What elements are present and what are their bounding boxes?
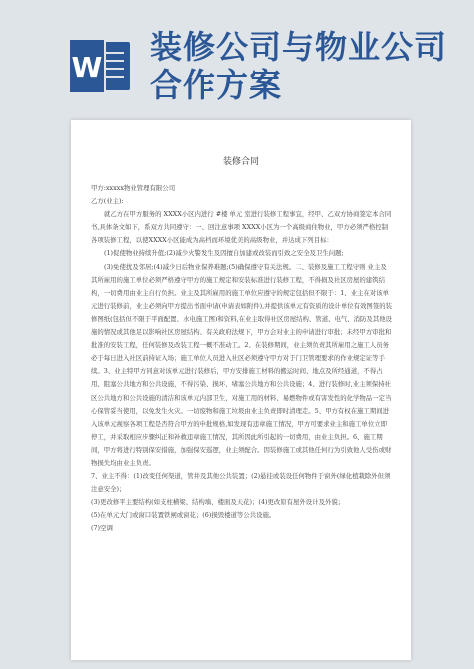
contract-paragraph: (3)免使扰及邻居;(4)减少日后物业保养难题;(5)确保遵守有关法规。二、装修及施工工程守则 业主及其所雇用的施工单位必须严格遵守甲方的施工规定和安装标准进行装修工程，不得损及社区房屋的建筑结构，一切费用由业主自行负担。业主及其所雇用的施工单位应遵守的规定包括但不限于：1、业主在对该单元进行装修前，业主必须向甲方提出书面申请(申请表如附件),并提供该单元有资质的设计单位有效图签的装修图纸(包括但不限于平面配置、水电施工图)和资料,在业主取得社区房屋结构、管道、电气、消防及其他设施的情况或其他足以影响社区房屋结构、有关政府法规下，甲方会对业主的申请进行审批；未经甲方审批和批准的安装工程，任何装修及改装工程一概不准动工。2、在装修期间，业主须负责其所雇用之施工人员务必于每日进入社区前持证入场；施工单位人员进入社区必须遵守甲方对于门卫管理要求的作业规定证等手续。3、业主特甲方同意对该单元进行装修后，甲方安排施工材料的搬运时间、地点及所经通道，不得占用、阻塞公共地方和公共设施，不得污染、损坏、堵塞公共地方和公共设施；4、进行装修时,业主须保持社区公共地方和公共设施的清洁和该单元内部卫生，对施工用的材料、易燃物件或有害发性的化学物品一定当心保管妥当使用，以免发生火灾。一切废物和施工垃圾由业主负责即时清理走。5、甲方有权在施工期间进入该单元视察各项工程是否符合甲方的申批规格,如发现有违章施工情况，甲方可要求业主和施工单位立即停工，并采取相应步骤纠正和补救违章施工情况，其所因此所引起的一切费用，由业主负担。6、施工期间，甲方将进行特别保安措施，加强保安巡逻，业主须配合。因装修施工或其他任何行为引致他人受伤或财物损失均由业主负责。: [91, 262, 392, 467]
contract-paragraph: (7)空调: [91, 524, 113, 533]
hero-banner: [0, 0, 474, 112]
contract-paragraph: 就乙方在甲方服务的 XXXX小区内进行 #楼 单元 室进行装修工程事宜，经甲、乙双方协商签定本合同书,具体条文如下，系双方共同遵守：一、回注意事项 XXXX小区为一个高级商住物业，甲方必须严格控制各项装修工程，以使XXXX小区能成为高档而环境优美的高级物业，并达成下列目标：: [91, 210, 392, 245]
contract-paragraph: (3)更改修平主要结构(如支柱横梁、结构墙、楼面及天花)；(4)更改原有屋外设计及外貌；: [91, 498, 345, 507]
page-title: 装修公司与物业公司合作方案: [150, 28, 448, 104]
word-letter-badge: W: [68, 38, 106, 94]
contract-paragraph: 7、业主不得：(1)改变任何渠道，管井及其他公共装置；(2)悬挂或装设任何物件于窗外(绿化植栽除外但须注意安全)；: [91, 472, 391, 494]
party-a-line: 甲方:xxxxx物业管理有限公司: [91, 184, 176, 192]
document-body: [91, 182, 393, 536]
word-document-icon: [68, 38, 132, 94]
contract-paragraph: (1)促使物业持续升值;(2)减少火警发生及因擅自加建或改装而引致之安全及卫生问题;: [104, 249, 344, 258]
document-title: 装修合同: [222, 157, 259, 167]
party-b-line: 乙方(业主):: [91, 197, 124, 206]
contract-paragraph: (5)在单元大门或窗口装置铁闸或窗花；(6)损毁楼道等公共设施。: [91, 511, 276, 520]
document-page: [71, 120, 411, 660]
